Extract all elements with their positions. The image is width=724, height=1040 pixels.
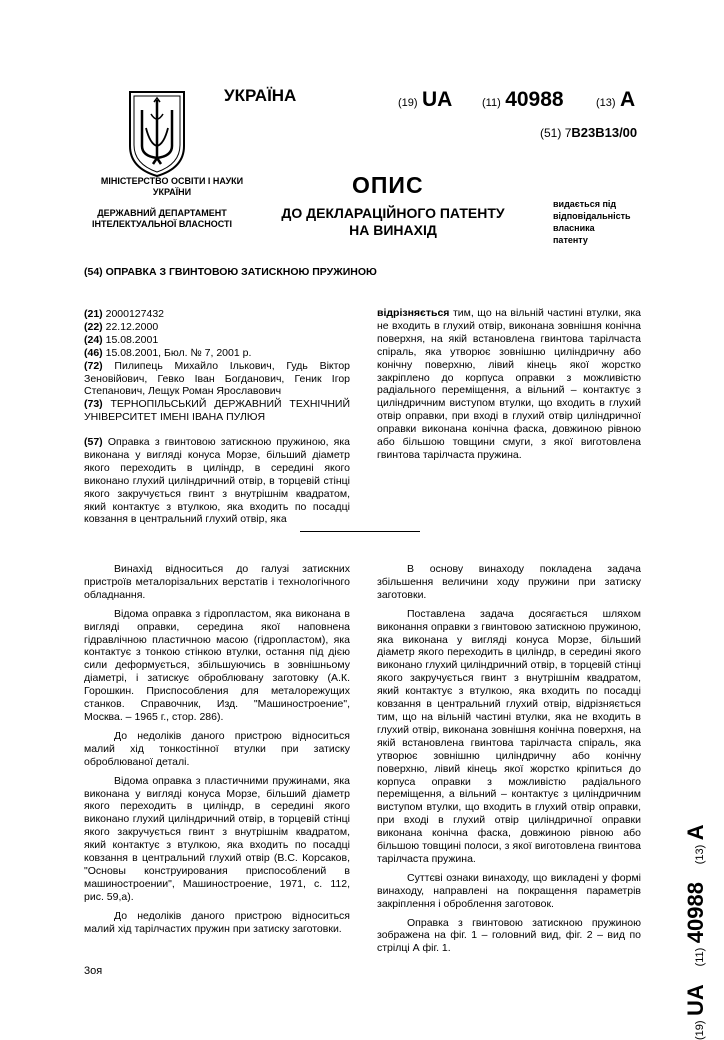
document-subtitle <box>258 205 528 239</box>
description-right-column <box>377 563 641 961</box>
document-title: ОПИС <box>352 172 424 198</box>
patent-number: 40988 <box>505 88 564 111</box>
field-72 <box>84 360 350 399</box>
document-subtitle-line2: НА ВИНАХІД <box>349 222 437 238</box>
responsibility-note <box>553 198 631 246</box>
patent-owner: ТЕРНОПІЛЬСЬКИЙ ДЕРЖАВНИЙ ТЕХНІЧНИЙ УНІВЕРСИТЕТ ІМЕНІ ІВАНА ПУЛЮЯ <box>84 398 350 424</box>
country-code: UA <box>422 88 453 111</box>
department-name: ДЕРЖАВНИЙ ДЕПАРТАМЕНТ ІНТЕЛЕКТУАЛЬНОЇ ВЛАСНОСТІ <box>92 208 232 229</box>
field-22 <box>84 321 350 334</box>
vertical-country-code: UA <box>683 984 708 1016</box>
ipc-label: (51) <box>540 126 562 140</box>
vertical-country-code-label: (19) <box>694 1020 706 1040</box>
claim-text <box>84 436 350 526</box>
field-46 <box>84 347 350 360</box>
kind-code-label: (13) <box>596 97 616 109</box>
vertical-kind-code: A <box>683 824 708 841</box>
field-label: (24) <box>84 333 103 346</box>
description-paragraph: Відома оправка з гідропластом, яка виконана в вигляді оправки, середина якої наповнена гідравлічною пластичною масою (гідропластом), яка контактує з тонкою стінкою втулки, остання під дією сили деформується, збільшуючись в зовнішньому діаметрі, і затискує оброблювану заготовку (А.К. Горошкин. Приспособления для металорежущих станков. Справочник, Изд. "Машиностроение", Москва. – 1965 г., стор. 286). <box>84 607 350 723</box>
page-mark: 3оя <box>84 965 103 977</box>
vertical-patent-number-value: 40988 <box>683 882 708 944</box>
publication-date: 15.08.2001, Бюл. № 7, 2001 р. <box>105 346 252 359</box>
section-divider <box>300 531 420 532</box>
field-73 <box>84 398 350 424</box>
description-paragraph: До недоліків даного пристрою відноситься малий хід тарілчастих пружин при затиску заготовки. <box>84 909 350 935</box>
field-label: (73) <box>84 398 103 411</box>
claim-part2: тим, що на вільній частині втулки, яка не входить в глухий отвір, виконана зовнішня конічна поверхня, на якій встановлена гвинтова тарілчаста спіраль, яка утворює зовнішню циліндричну або конічну поверхню, лівий кінець якої жорстко закріплено до корпуса оправки з можливістю радіального переміщення, а вільний – контактує з циліндричним виступом втулки, що входить в глухий отвір оправки, при вході в глухий отвір циліндричної оправки виконана конічна фаска, довжиною рівною або більшою товщини смуги, з якої виготовлена гвинтова тарілчаста пружина. <box>377 307 641 461</box>
bibliographic-data <box>84 308 350 424</box>
field-21 <box>84 308 350 321</box>
field-label: (22) <box>84 320 103 333</box>
kind-code: A <box>620 88 636 111</box>
claim-part1: Оправка з гвинтовою затискною пружиною, яка виконана у вигляді конуса Морзе, більший діаметр якого переходить в циліндр, в середині якого виконано глухий циліндричний отвір, в торцевій стінці якого закручується гвинт з внутрішнім квадратом, який контактує з втулкою, яка входить по посадці ковзання в центральний глухий отвір, яка <box>84 436 351 526</box>
patent-number-label: (11) <box>482 97 501 109</box>
description-paragraph: Винахід відноситься до галузі затискних пристроїв металорізальних верстатів і технологічного обладнання. <box>84 563 350 601</box>
application-number: 2000127432 <box>105 308 165 320</box>
claim-label: (57) <box>84 436 103 448</box>
filing-date: 22.12.2000 <box>105 320 159 333</box>
description-paragraph: Суттєві ознаки винаходу, що викладені у формі винаходу, направлені на покращення параметрів закріплення і оброблення заготовок. <box>377 871 641 910</box>
responsibility-note-line: відповідальність <box>553 211 631 221</box>
ukraine-trident-emblem-icon <box>126 88 188 178</box>
vertical-number-label: (11) <box>694 947 706 967</box>
description-paragraph: Поставлена задача досягається шляхом виконання оправки з гвинтовою затискною пружиною, яка виконана у вигляді конуса Морзе, більший діаметр якого переходить в циліндр, в середині якого виконано глухий циліндричний отвір, в торцевій стінці якого закручується гвинт з внутрішнім квадратом, який контактує з втулкою, яка входить по посадці ковзання в центральний глухий отвір, відрізняється тим, що на вільній частині втулки, яка не входить в глухий отвір, виконана зовнішня конічна поверхня, на якій встановлена гвинтова тарілчаста спіраль, яка утворює зовнішню циліндричну або конічну поверхню, лівий кінець якої жорстко кріпиться до корпуса оправки з можливістю радіального переміщення, а вільний – контактує з циліндричним виступом втулки, що входить в глухий отвір оправки, при вході в глухий отвір циліндричної оправки виконана конічна фаска, довжиною рівною або більшою товщині полоси, з якої виготовлена гвинтова тарілчаста пружина. <box>377 607 641 865</box>
document-subtitle-line1: ДО ДЕКЛАРАЦІЙНОГО ПАТЕНТУ <box>281 205 505 221</box>
claim-keyword: відрізняється <box>377 307 450 319</box>
field-label: (21) <box>84 308 103 320</box>
ministry-name: МІНІСТЕРСТВО ОСВІТИ І НАУКИ УКРАЇНИ <box>100 176 244 197</box>
claim-continuation <box>377 307 641 462</box>
responsibility-note-line: патенту <box>553 235 588 245</box>
ipc-class: B23B13/00 <box>571 125 638 140</box>
description-paragraph: Оправка з гвинтовою затискною пружиною зображена на фіг. 1 – головний вид, фіг. 2 – вид по стрілці А фіг. 1. <box>377 916 641 955</box>
description-left-column <box>84 563 350 941</box>
description-paragraph: До недоліків даного пристрою відноситься малий хід тонкостінної втулки при затиску оброблюваної деталі. <box>84 729 350 768</box>
vertical-patent-number <box>683 824 709 1040</box>
kind-code-group <box>596 88 635 112</box>
ipc-edition: 7 <box>564 126 572 140</box>
responsibility-note-line: власника <box>553 223 595 233</box>
field-label: (46) <box>84 346 103 359</box>
invention-title: (54) ОПРАВКА З ГВИНТОВОЮ ЗАТИСКНОЮ ПРУЖИНОЮ <box>84 266 377 278</box>
field-label: (72) <box>84 359 103 372</box>
description-paragraph: В основу винаходу покладена задача збільшення величини ходу пружини при затиску заготовки. <box>377 563 641 601</box>
patent-number-group <box>482 88 564 112</box>
country-code-group <box>398 88 452 112</box>
responsibility-note-line: видається під <box>553 199 617 209</box>
country-name: УКРАЇНА <box>224 86 297 105</box>
field-24 <box>84 334 350 347</box>
vertical-kind-label: (13) <box>694 844 706 865</box>
ipc-classification <box>540 125 637 140</box>
country-code-label: (19) <box>398 97 418 109</box>
effective-date: 15.08.2001 <box>105 333 159 346</box>
inventors: Пилипець Михайло Ількович, Гудь Віктор Зеновійович, Гевко Іван Богданович, Геник Ігор Степанович, Лещук Роман Ярославович <box>84 359 350 398</box>
description-paragraph: Відома оправка з пластичними пружинами, яка виконана у вигляді конуса Морзе, більший діаметр якого переходить в циліндр, в середині якого виконано глухий циліндричний отвір, в торцевій стінці якого закручується гвинт з внутрішнім квадратом, який контактує з втулкою, яка входить по посадці ковзання в центральний глухий отвір (В.С. Корсаков, "Основы конструирования приспособлений в машиностроении", Машиностроение, 1971, с. 112, рис. 59,а). <box>84 774 350 903</box>
